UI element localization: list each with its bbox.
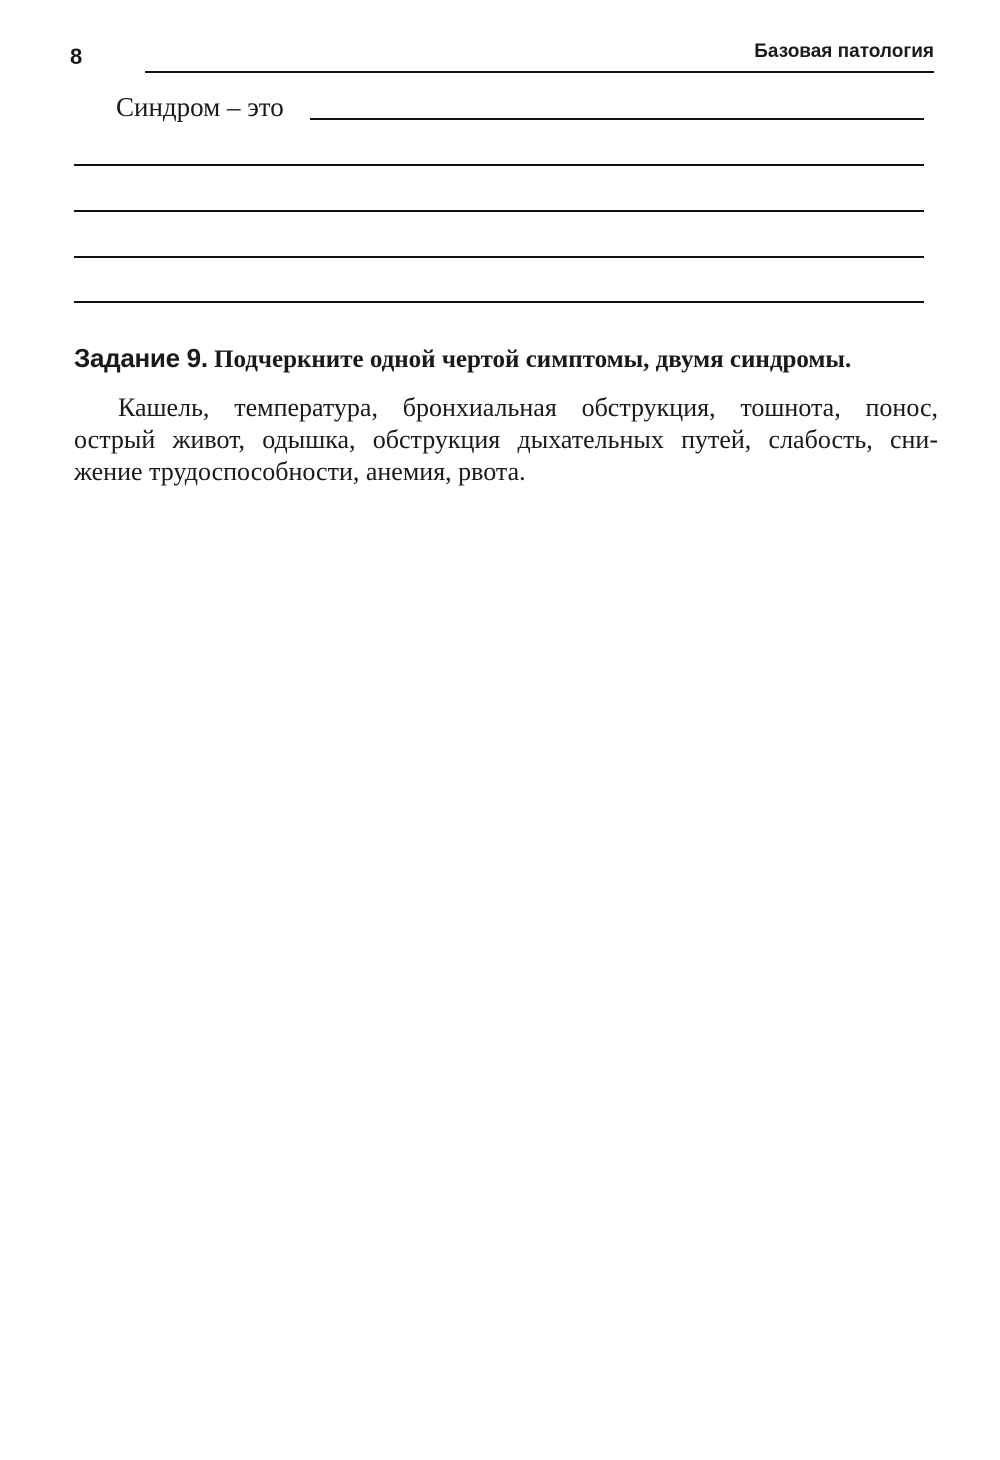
answer-line	[74, 164, 924, 166]
answer-line	[310, 118, 924, 120]
task-label: Задание 9.	[74, 343, 208, 373]
task-body	[74, 392, 938, 488]
answer-line	[74, 256, 924, 258]
task-body-line: острый живот, одышка, обструкция дыхательных путей, слабость, сни-	[74, 425, 938, 454]
answer-line	[74, 210, 924, 212]
page-number: 8	[70, 44, 83, 69]
answer-line	[74, 301, 924, 303]
task-heading	[74, 342, 954, 376]
task-body-line: жение трудоспособности, анемия, рвота.	[74, 457, 526, 486]
header-rule	[145, 71, 934, 73]
task-instruction: Подчеркните одной чертой симптомы, двумя синдромы.	[214, 346, 852, 373]
definition-prefix: Синдром – это	[116, 92, 284, 122]
running-head: Базовая патология	[754, 41, 934, 62]
task-body-line: Кашель, температура, бронхиальная обструкция, тошнота, понос,	[118, 393, 938, 422]
